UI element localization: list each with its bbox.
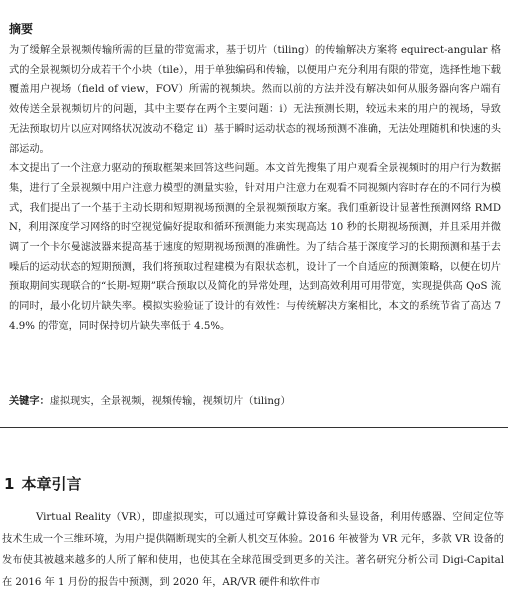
section-divider bbox=[0, 427, 508, 428]
section-body-paragraph bbox=[2, 507, 504, 593]
keywords-text: 虚拟现实，全景视频，视频传输，视频切片（tiling） bbox=[49, 396, 291, 407]
abstract-body bbox=[9, 41, 501, 337]
abstract-paragraph-1: 为了缓解全景视频传输所需的巨量的带宽需求，基于切片（tiling）的传输解决方案将 equirect-angular 格式的全景视频切分成若干个小块（tile），用于单独编码和传输，以便用户充分利用有限的带宽，选择性地下载覆盖用户视场（field of view，FOV）所需的视频块。然而以前的方法并没有解决如何从服务器向客户端有效传送全景视频切片的问题，其中主要存在两个主要问题：i）无法预测长期，较远未来的用户的视场，导致无法预取切片以应对网络状况波动不稳定 ii）基于瞬时运动状态的视场预测不准确，无法处理随机和快速的头部运动。 bbox=[9, 45, 501, 155]
abstract-heading: 摘要 bbox=[9, 22, 34, 36]
keywords-label: 关键字： bbox=[9, 396, 50, 407]
section-number: 1 bbox=[4, 475, 15, 493]
section-heading bbox=[4, 474, 81, 494]
abstract-paragraph-2: 本文提出了一个注意力驱动的预取框架来回答这些问题。本文首先搜集了用户观看全景视频时的用户行为数据集，进行了全景视频中用户注意力模型的测量实验，针对用户注意力在观看不同视频内容时存在的不同行为模式，我们提出了一个基于主动长期和短期视场预测的全景视频预取方案。我们重新设计显著性预测网络 RMDN，利用深度学习网络的时空视觉偏好提取和循环预测能力来实现高达 10 秒的长期视场预测，并且采用并微调了一个卡尔曼滤波器来提高基于速度的短期视场预测的准确性。为了结合基于深度学习的长期预测和基于去噪后的运动状态的短期预测，我们将预取过程建模为有限状态机，设计了一个自适应的预测策略，以便在切片预取期间实现联合的“长期-短期”联合预取以及简化的异常处理，达到高效利用可用带宽，实现提供高 QoS 流的同时，最小化切片缺失率。模拟实验验证了设计的有效性：与传统解决方案相比，本文的系统节省了高达 74.9% 的带宽，同时保持切片缺失率低于 4.5%。 bbox=[9, 163, 501, 332]
section-title: 本章引言 bbox=[21, 475, 82, 493]
section-body-text: Virtual Reality（VR），即虚拟现实，可以通过可穿戴计算设备和头显设备，利用传感器、空间定位等技术生成一个三维环境，为用户提供隔断现实的全新人机交互体验。2016 年被誉为 VR 元年，多款 VR 设备的发布使其被越来越多的人所了解和使用，也使其在全球范围受到更多的关注。著名研究分析公司 Digi-Capital 在 2016 年 1 月份的报告中预测，到 2020 年，AR/VR 硬件和软件市 bbox=[2, 512, 504, 588]
keywords-line bbox=[9, 394, 291, 410]
